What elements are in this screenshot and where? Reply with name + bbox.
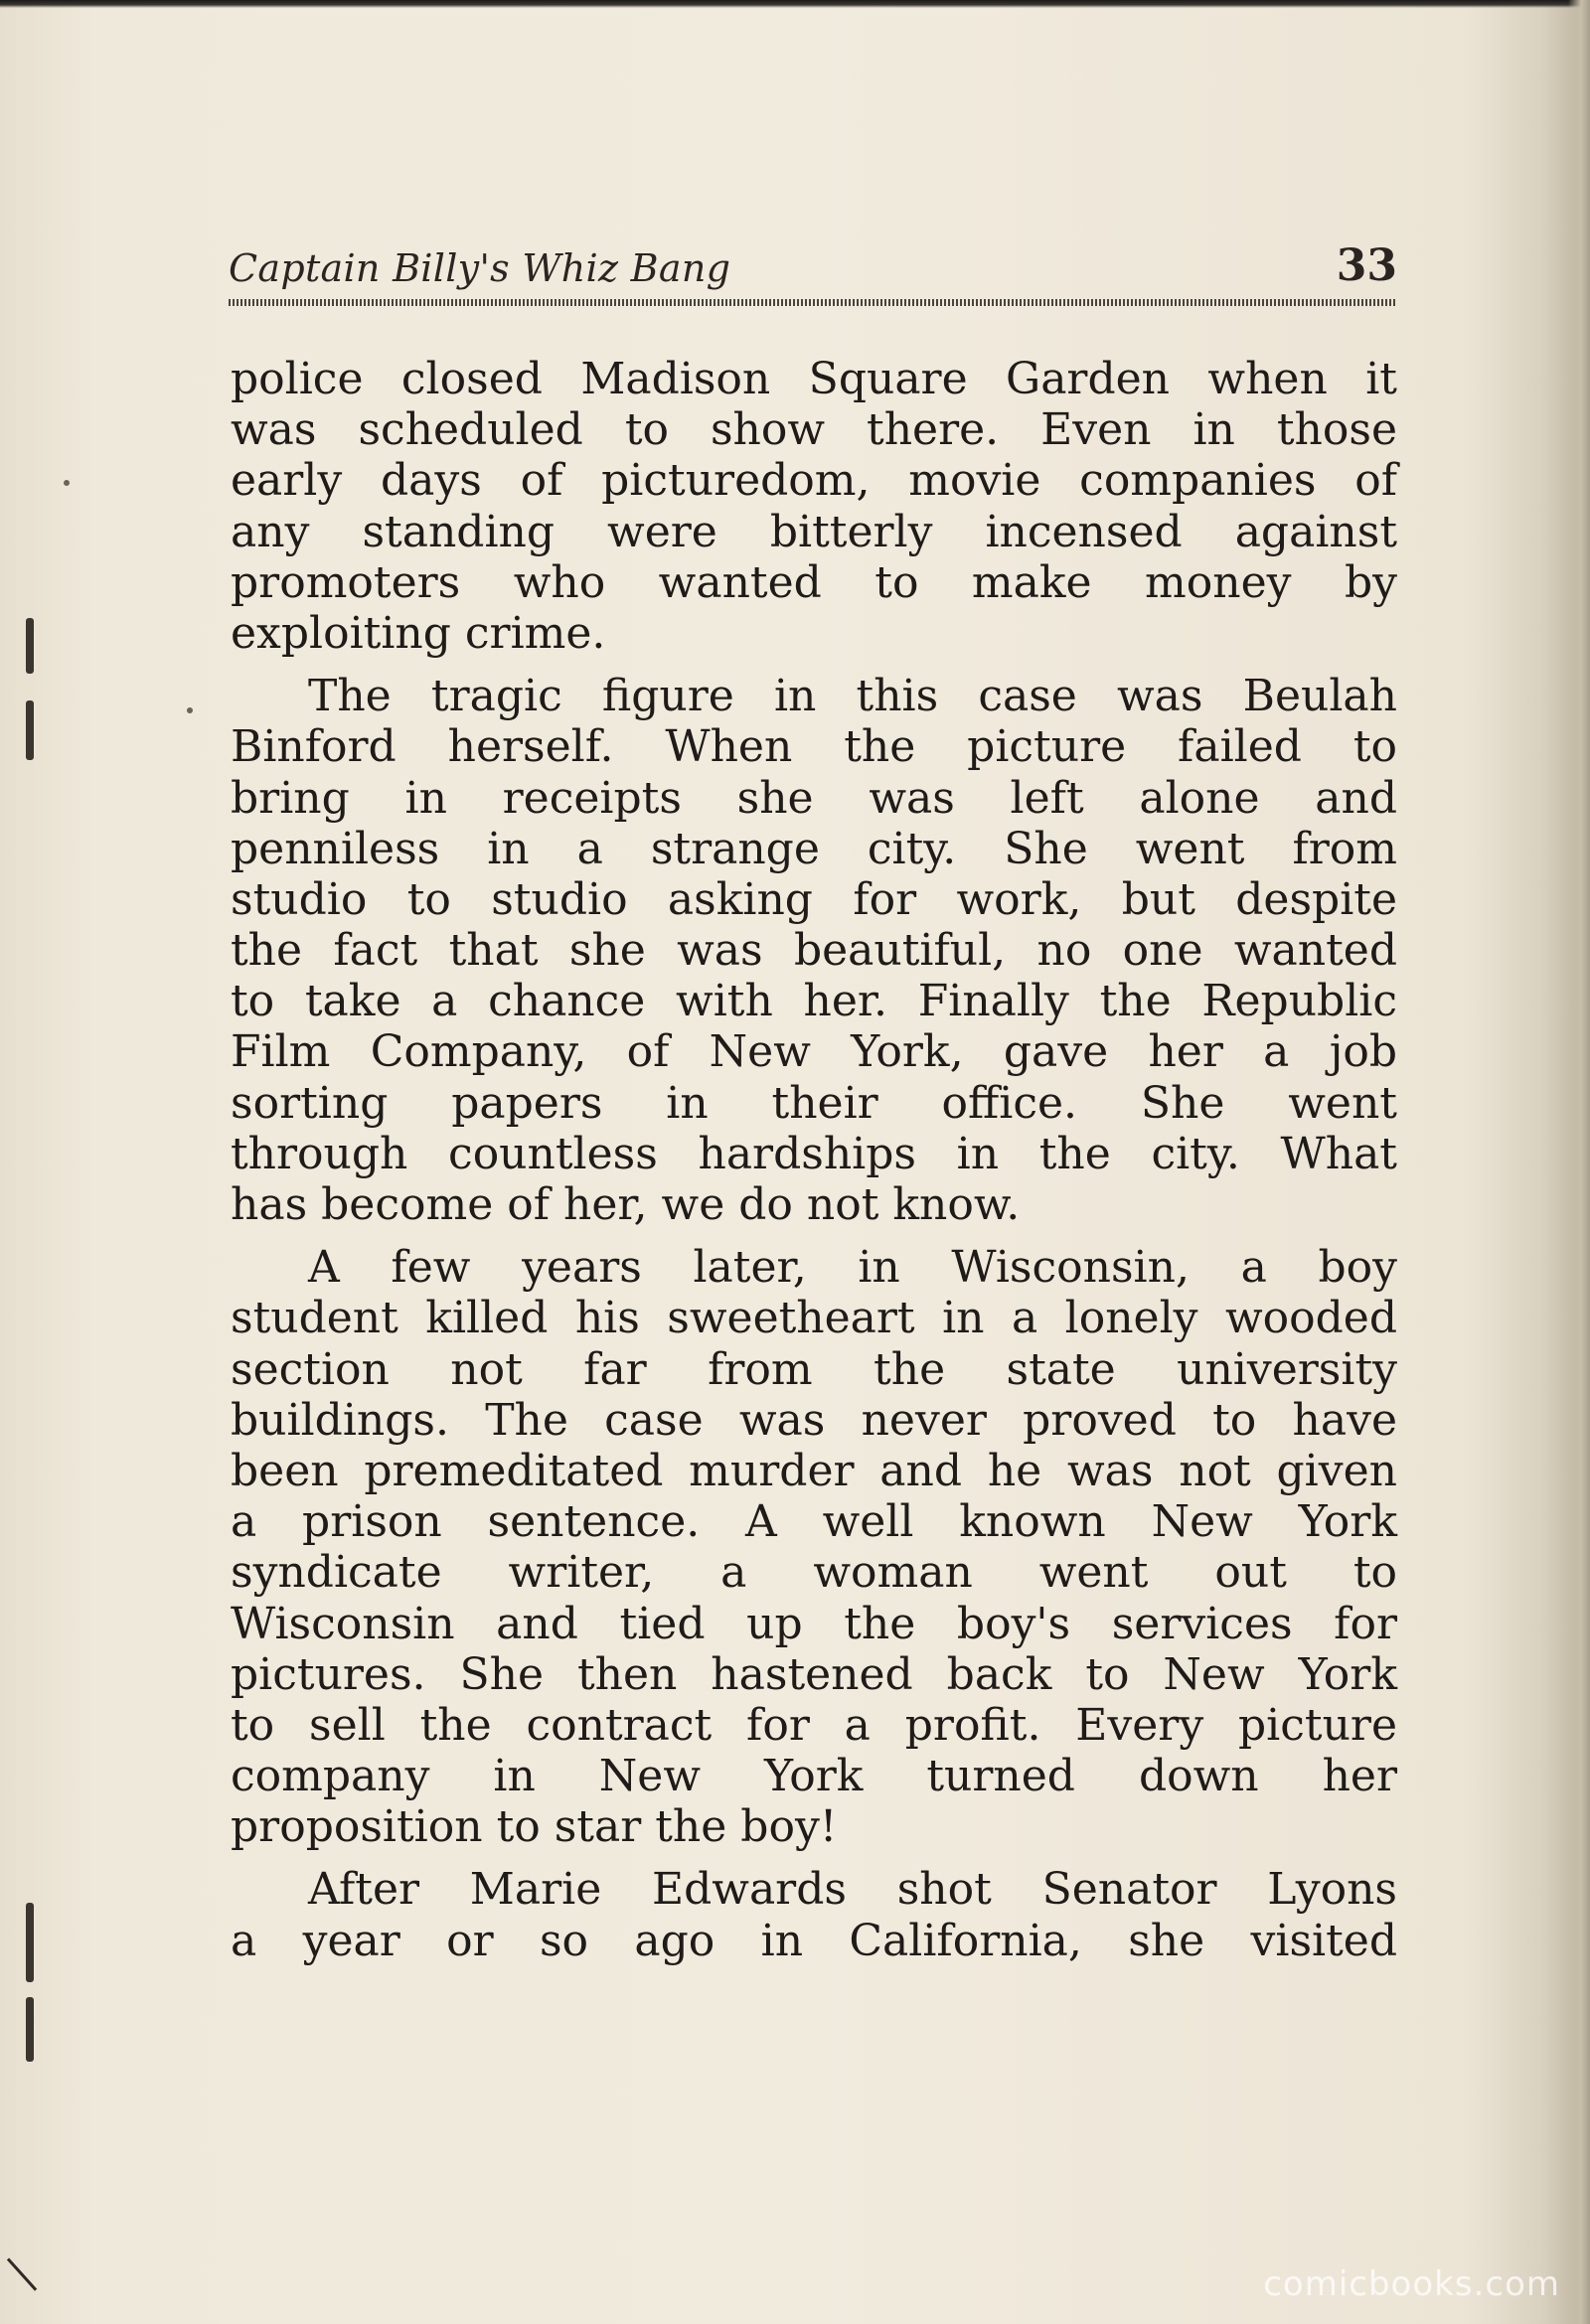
header-rule xyxy=(229,299,1397,306)
staple-mark xyxy=(26,1997,34,2062)
text-line: syndicate writer, a woman went out to xyxy=(231,1547,1397,1599)
text-line: section not far from the state university xyxy=(231,1343,1397,1395)
paper-speck xyxy=(64,480,70,486)
text-line: pictures. She then hastened back to New York xyxy=(231,1648,1397,1700)
text-line: any standing were bitterly incensed against xyxy=(231,506,1397,557)
text-line: a year or so ago in California, she visited xyxy=(231,1915,1397,1966)
text-line: through countless hardships in the city. What xyxy=(231,1128,1397,1179)
text-line: Film Company, of New York, gave her a job xyxy=(231,1026,1397,1078)
text-line: student killed his sweetheart in a lonely wooded xyxy=(231,1293,1397,1344)
staple-mark xyxy=(26,1903,34,1982)
text-line: was scheduled to show there. Even in those xyxy=(231,404,1397,456)
text-line: sorting papers in their office. She went xyxy=(231,1077,1397,1129)
text-line: The tragic figure in this case was Beulah xyxy=(308,671,1397,722)
text-line: penniless in a strange city. She went from xyxy=(231,823,1397,874)
running-header xyxy=(229,236,1397,306)
text-line: the fact that she was beautiful, no one wanted xyxy=(231,925,1397,977)
page-right-edge-shadow xyxy=(1568,0,1590,2324)
corner-mark xyxy=(7,2257,37,2290)
paragraph xyxy=(231,1242,1397,1852)
text-line: to take a chance with her. Finally the Republic xyxy=(231,976,1397,1027)
text-line: has become of her, we do not know. xyxy=(231,1179,1021,1230)
text-line: promoters who wanted to make money by xyxy=(231,556,1397,608)
text-line: Binford herself. When the picture failed to xyxy=(231,721,1397,773)
text-line: buildings. The case was never proved to have xyxy=(231,1394,1397,1446)
text-line: proposition to star the boy! xyxy=(231,1801,838,1853)
text-line: been premeditated murder and he was not given xyxy=(231,1445,1397,1496)
text-line: studio to studio asking for work, but despite xyxy=(231,873,1397,925)
paragraph xyxy=(231,671,1397,1230)
text-line: exploiting crime. xyxy=(231,607,606,659)
text-line: After Marie Edwards shot Senator Lyons xyxy=(308,1864,1397,1916)
text-line: A few years later, in Wisconsin, a boy xyxy=(308,1242,1397,1294)
staple-mark xyxy=(26,618,34,674)
paragraph xyxy=(231,354,1397,659)
paper-speck xyxy=(187,707,193,713)
page-top-edge xyxy=(0,0,1590,8)
paragraph xyxy=(231,1864,1397,1965)
text-line: Wisconsin and tied up the boy's services for xyxy=(231,1598,1397,1649)
page-number: 33 xyxy=(1336,240,1397,291)
text-line: a prison sentence. A well known New York xyxy=(231,1496,1397,1548)
text-line: police closed Madison Square Garden when it xyxy=(231,354,1397,404)
text-line: bring in receipts she was left alone and xyxy=(231,772,1397,824)
text-line: early days of picturedom, movie companies of xyxy=(231,455,1397,507)
watermark-text: comicbooks.com xyxy=(1263,2264,1560,2304)
text-line: company in New York turned down her xyxy=(231,1751,1397,1802)
text-line: to sell the contract for a profit. Every picture xyxy=(231,1699,1397,1751)
running-title: Captain Billy's Whiz Bang xyxy=(229,246,731,290)
body-text xyxy=(231,354,1397,1978)
staple-mark xyxy=(26,700,34,760)
